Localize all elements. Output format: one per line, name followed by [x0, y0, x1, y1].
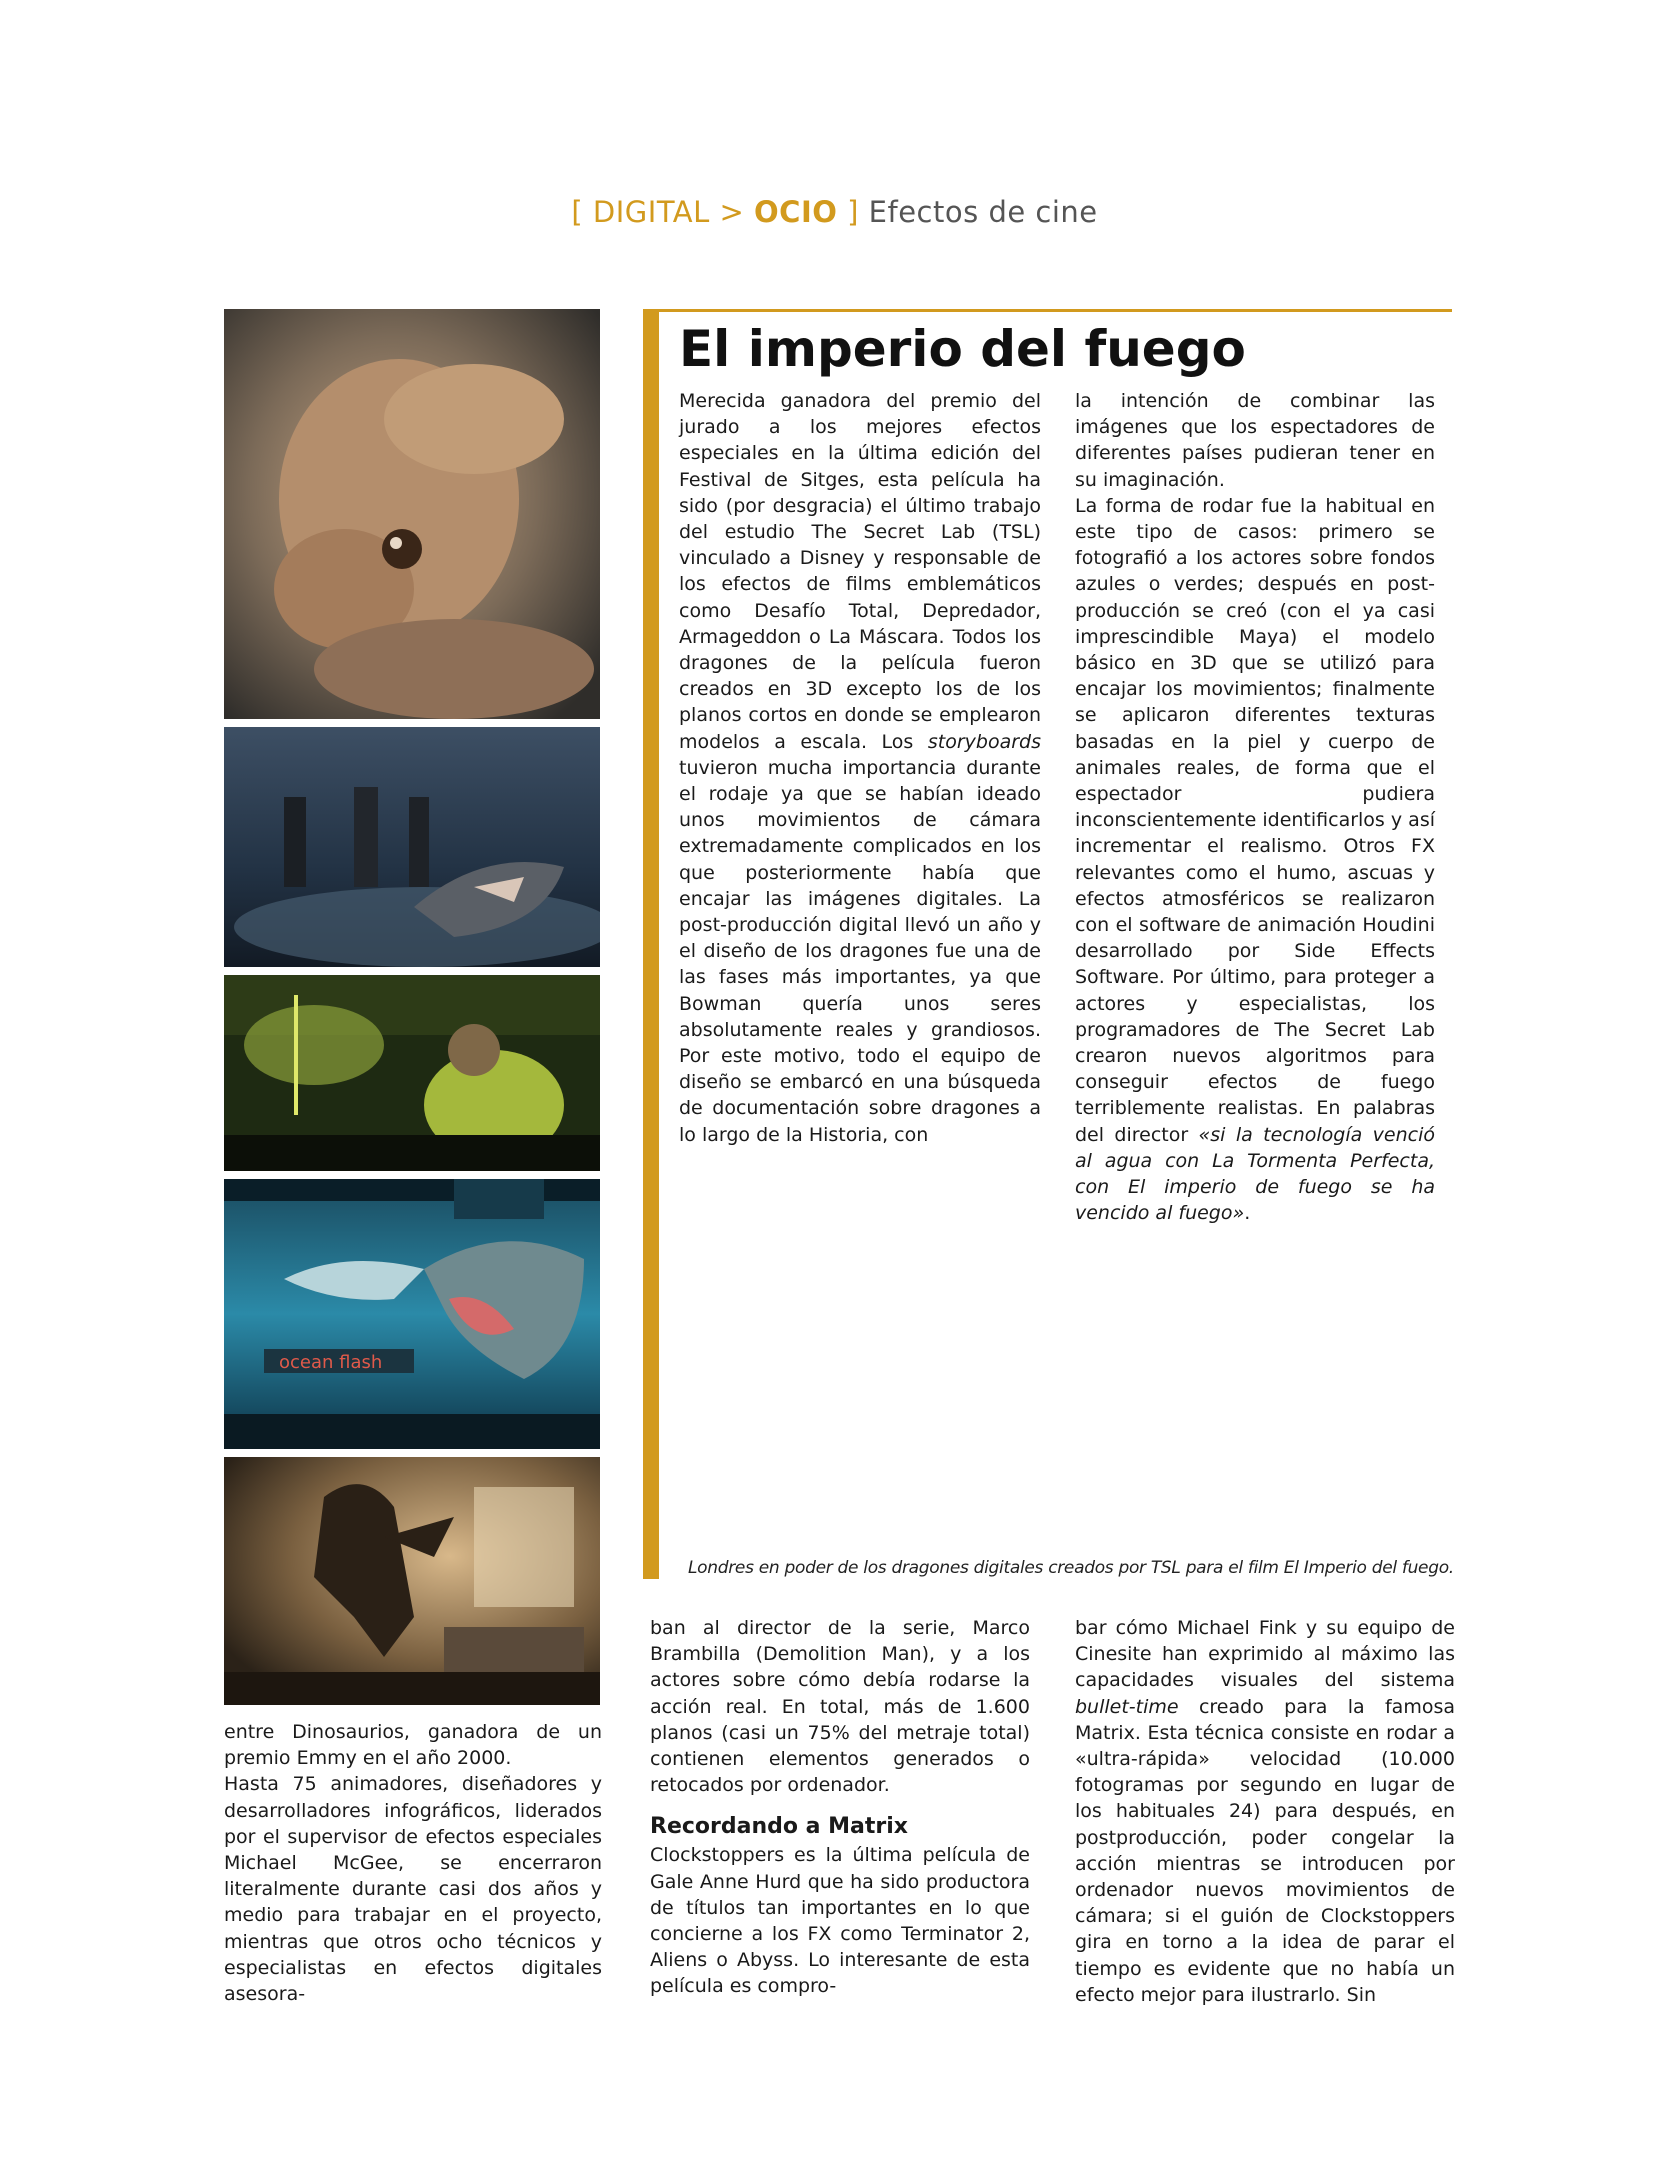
article-column-3 — [224, 1719, 602, 2007]
article-side-bar — [643, 309, 659, 1579]
battle-scene-image — [224, 727, 600, 967]
column-3-paragraph-1: entre Dinosaurios, ganadora de un premio Emmy en el año 2000. — [224, 1721, 602, 1770]
column-5-text-b: creado para la famosa Matrix. Esta técnica consiste en rodar a «ultra-rápida» velocidad (10.000 fotogramas por segundo en lugar de los habituales 24) para después, en postproducción, poder congelar la acción mientras se introducen por ordenador nuevos movimientos de cámara; si el guión de Clockstoppers gira en torno a la idea de parar el tiempo es evidente que no había un efecto mejor para ilustrarlo. Sin — [1075, 1695, 1455, 2006]
photo-monster-room — [224, 1457, 600, 1705]
monster-room-image — [224, 1457, 600, 1705]
header-open-bracket: [ — [571, 195, 593, 229]
article-column-1 — [679, 388, 1041, 1148]
header-separator: > — [709, 195, 755, 229]
column-1-paragraph — [679, 388, 1041, 1148]
photo-control-room — [224, 975, 600, 1171]
article-column-5 — [1075, 1615, 1455, 2008]
control-room-image — [224, 975, 600, 1171]
column-2-paragraph-1: la intención de combinar las imágenes que los espectadores de diferentes países pudieran tener en su imaginación. — [1075, 390, 1435, 491]
photo-battle-scene — [224, 727, 600, 967]
column-4-paragraph-2: Clockstoppers es la última película de Gale Anne Hurd que ha sido productora de títulos tan importantes en lo que concierne a los FX como Terminator 2, Aliens o Abyss. Lo interesante de esta película es compro- — [650, 1844, 1030, 1998]
article-title: El imperio del fuego — [679, 320, 1246, 378]
article-column-4 — [650, 1615, 1030, 2000]
column-1-text-a: Merecida ganadora del premio del jurado a los mejores efectos especiales en la última edición del Festival de Sitges, esta película ha sido (por desgracia) el último trabajo del estudio The Secret Lab (TSL) vinculado a Disney y responsable de los efectos de films emblemáticos como Desafío Total, Depredador, Armageddon o La Máscara. Todos los dragones de la película fueron creados en 3D excepto los de los planos cortos en donde se emplearon modelos a escala. Los — [679, 390, 1041, 753]
column-5-text-a: bar cómo Michael Fink y su equipo de Cinesite han exprimido al máximo las capacidades visuales del sistema — [1075, 1617, 1455, 1692]
photo-caption: Londres en poder de los dragones digitales creados por TSL para el film El Imperio del fuego. — [688, 1558, 1454, 1578]
subheading-recordando-matrix: Recordando a Matrix — [650, 1814, 908, 1840]
column-1-emphasis: storyboards — [927, 730, 1041, 753]
column-3-paragraph-2: Hasta 75 animadores, diseñadores y desarrolladores infográficos, liderados por el supervisor de efectos especiales Michael McGee, se encerraron literalmente durante casi dos años y medio para trabajar en el proyecto, mientras que otros ocho técnicos y especialistas en efectos digitales asesora- — [224, 1773, 602, 2006]
header-subsection: OCIO — [754, 195, 838, 229]
column-1-text-b: tuvieron mucha importancia durante el rodaje ya que se habían ideado unos movimientos de cámara extremadamente complicados en los que posteriormente había que encajar las imágenes digitales. La post-producción digital llevó un año y el diseño de los dragones fue una de las fases más importantes, ya que Bowman quería unos seres absolutamente reales y grandiosos. Por este motivo, todo el equipo de diseño se embarcó en una búsqueda de documentación sobre dragones a lo largo de la Historia, con — [679, 756, 1041, 1146]
column-5-paragraph — [1075, 1615, 1455, 2008]
article-top-rule — [643, 309, 1452, 312]
photo-overlay-text: ocean flash — [279, 1352, 383, 1373]
column-2-paragraph-2 — [1075, 493, 1435, 1227]
director-quote: «si la tecnología venció al agua con La Tormenta Perfecta, con El imperio de fuego se ha vencido al fuego» — [1075, 1123, 1435, 1225]
photo-digital-composite — [224, 1179, 600, 1449]
section-header — [0, 195, 1669, 229]
header-close-bracket: ] — [837, 195, 859, 229]
column-2-text-a: La forma de rodar fue la habitual en este tipo de casos: primero se fotografió a los actores sobre fondos azules o verdes; después en post-producción se creó (con el ya casi imprescindible Maya) el modelo básico en 3D que se utilizó para encajar los movimientos; finalmente se aplicaron diferentes texturas basadas en la piel y cuerpo de animales reales, de forma que el espectador pudiera inconscientemente identificarlos y así incrementar el realismo. Otros FX relevantes como el humo, ascuas y efectos atmosféricos se realizaron con el software de animación Houdini desarrollado por Side Effects Software. Por último, para proteger a actores y especialistas, los programadores de The Secret Lab crearon nuevos algoritmos para conseguir efectos de fuego terriblemente realistas. En palabras del director — [1075, 494, 1435, 1146]
column-2-text-b: . — [1244, 1202, 1251, 1225]
header-topic: Efectos de cine — [858, 195, 1098, 229]
creature-closeup-image — [224, 309, 600, 719]
photo-creature-closeup — [224, 309, 600, 719]
column-4-paragraph-1: ban al director de la serie, Marco Brambilla (Demolition Man), y a los actores sobre cómo debía rodarse la acción real. En total, más de 1.600 planos (casi un 75% del metraje total) contienen elementos generados o retocados por ordenador. — [650, 1617, 1030, 1797]
digital-composite-image — [224, 1179, 600, 1449]
bullet-time-term: bullet-time — [1075, 1695, 1179, 1718]
header-section: DIGITAL — [592, 195, 710, 229]
article-column-2 — [1075, 388, 1435, 1227]
